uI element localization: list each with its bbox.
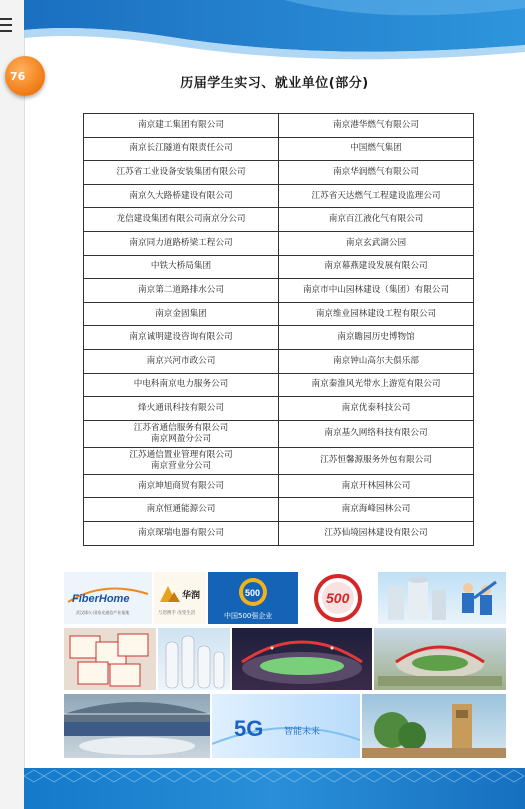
page-number-badge[interactable]: 76 — [5, 56, 45, 96]
employer-cell-right: 南京市中山园林建设（集团）有限公司 — [279, 279, 474, 303]
table-row — [84, 349, 474, 373]
employer-cell-left: 江苏省工业设备安装集团有限公司 — [84, 161, 279, 185]
svg-text:500: 500 — [326, 590, 350, 606]
gas-tanks-photo — [158, 628, 230, 690]
employer-cell-left: 南京恒通能源公司 — [84, 498, 279, 522]
fiberhome-logo — [64, 572, 152, 624]
employer-cell-left: 中铁大桥局集团 — [84, 255, 279, 279]
certificates-photo — [64, 628, 156, 690]
employer-cell-left: 江苏省通信服务有限公司 南京网盈分公司 — [84, 420, 279, 447]
employer-cell-right: 南京开林园林公司 — [279, 474, 474, 498]
employer-cell-left: 南京琛瑞电器有限公司 — [84, 521, 279, 545]
employer-cell-left: 南京金固集团 — [84, 302, 279, 326]
employer-cell-left: 南京久大路桥建设有限公司 — [84, 184, 279, 208]
employer-cell-left: 龙信建设集团有限公司南京分公司 — [84, 208, 279, 232]
table-row — [84, 302, 474, 326]
stadium-night-photo — [232, 628, 372, 690]
table-row — [84, 447, 474, 474]
svg-text:中国500强企业: 中国500强企业 — [224, 612, 273, 620]
table-row — [84, 255, 474, 279]
footer-decoration — [24, 768, 525, 809]
svg-text:武汉烽火·国家光通信产业基地: 武汉烽火·国家光通信产业基地 — [76, 610, 130, 615]
olympic-center-aerial-photo — [374, 628, 506, 690]
table-row — [84, 521, 474, 545]
employer-cell-right: 中国燃气集团 — [279, 137, 474, 161]
menu-icon[interactable] — [0, 18, 12, 32]
employer-table — [83, 113, 474, 546]
employer-cell-right: 江苏恒馨源服务外包有限公司 — [279, 447, 474, 474]
table-row — [84, 114, 474, 138]
gymnasium-interior-photo — [64, 694, 210, 758]
employer-cell-right: 南京华润燃气有限公司 — [279, 161, 474, 185]
employer-cell-left: 南京长江隧道有限责任公司 — [84, 137, 279, 161]
employer-cell-left: 烽火通讯科技有限公司 — [84, 397, 279, 421]
table-row — [84, 279, 474, 303]
employer-cell-right: 南京基久网络科技有限公司 — [279, 420, 474, 447]
svg-text:华润: 华润 — [182, 591, 201, 601]
employer-cell-right: 江苏仙境园林建设有限公司 — [279, 521, 474, 545]
table-row — [84, 498, 474, 522]
employer-cell-right: 南京海峰园林公司 — [279, 498, 474, 522]
table-row — [84, 420, 474, 447]
svg-text:500: 500 — [245, 588, 261, 598]
svg-text:FiberHome: FiberHome — [72, 593, 130, 605]
table-row — [84, 474, 474, 498]
employer-cell-left: 南京同力道路桥梁工程公司 — [84, 231, 279, 255]
table-row — [84, 326, 474, 350]
table-row — [84, 161, 474, 185]
document-page — [24, 0, 525, 809]
employer-cell-right: 南京玄武湖公园 — [279, 231, 474, 255]
table-row — [84, 208, 474, 232]
employer-cell-right: 南京瞻园历史博物馆 — [279, 326, 474, 350]
table-row — [84, 397, 474, 421]
employer-cell-right: 江苏省天达燃气工程建设监理公司 — [279, 184, 474, 208]
table-row — [84, 373, 474, 397]
employer-cell-right: 南京秦淮风光带水上游览有限公司 — [279, 373, 474, 397]
employer-cell-left: 南京坤旭商贸有限公司 — [84, 474, 279, 498]
table-row — [84, 137, 474, 161]
gas-plant-workers-photo — [378, 572, 506, 624]
employer-cell-right: 南京百江液化气有限公司 — [279, 208, 474, 232]
employer-cell-right: 南京维业园林建设工程有限公司 — [279, 302, 474, 326]
employer-cell-right: 南京幕燕建设发展有限公司 — [279, 255, 474, 279]
china-500-enterprise-logo — [208, 572, 298, 624]
svg-text:5G: 5G — [234, 716, 264, 741]
table-row — [84, 184, 474, 208]
svg-text:智能未来: 智能未来 — [284, 727, 321, 737]
employer-cell-left: 江苏通信置业管理有限公司 南京营业分公司 — [84, 447, 279, 474]
photo-collage — [64, 570, 506, 758]
employer-cell-left: 南京兴河市政公司 — [84, 349, 279, 373]
employer-cell-left: 中电科南京电力服务公司 — [84, 373, 279, 397]
page-title: 历届学生实习、就业单位(部分) — [180, 76, 369, 91]
employer-cell-right: 南京优泰科技公司 — [279, 397, 474, 421]
top-500-badge — [302, 572, 374, 624]
employer-cell-left: 南京诚明建设咨询有限公司 — [84, 326, 279, 350]
city-tower-photo — [362, 694, 506, 758]
employer-cell-right: 南京港华燃气有限公司 — [279, 114, 474, 138]
employer-cell-left: 南京第二道路排水公司 — [84, 279, 279, 303]
employer-cell-left: 南京建工集团有限公司 — [84, 114, 279, 138]
table-row — [84, 231, 474, 255]
svg-text:与您携手 改变生活: 与您携手 改变生活 — [158, 611, 196, 616]
employer-cell-right: 南京钟山高尔夫俱乐部 — [279, 349, 474, 373]
5g-banner — [212, 694, 360, 758]
huarun-logo — [154, 572, 206, 624]
left-toolbar — [0, 0, 25, 809]
